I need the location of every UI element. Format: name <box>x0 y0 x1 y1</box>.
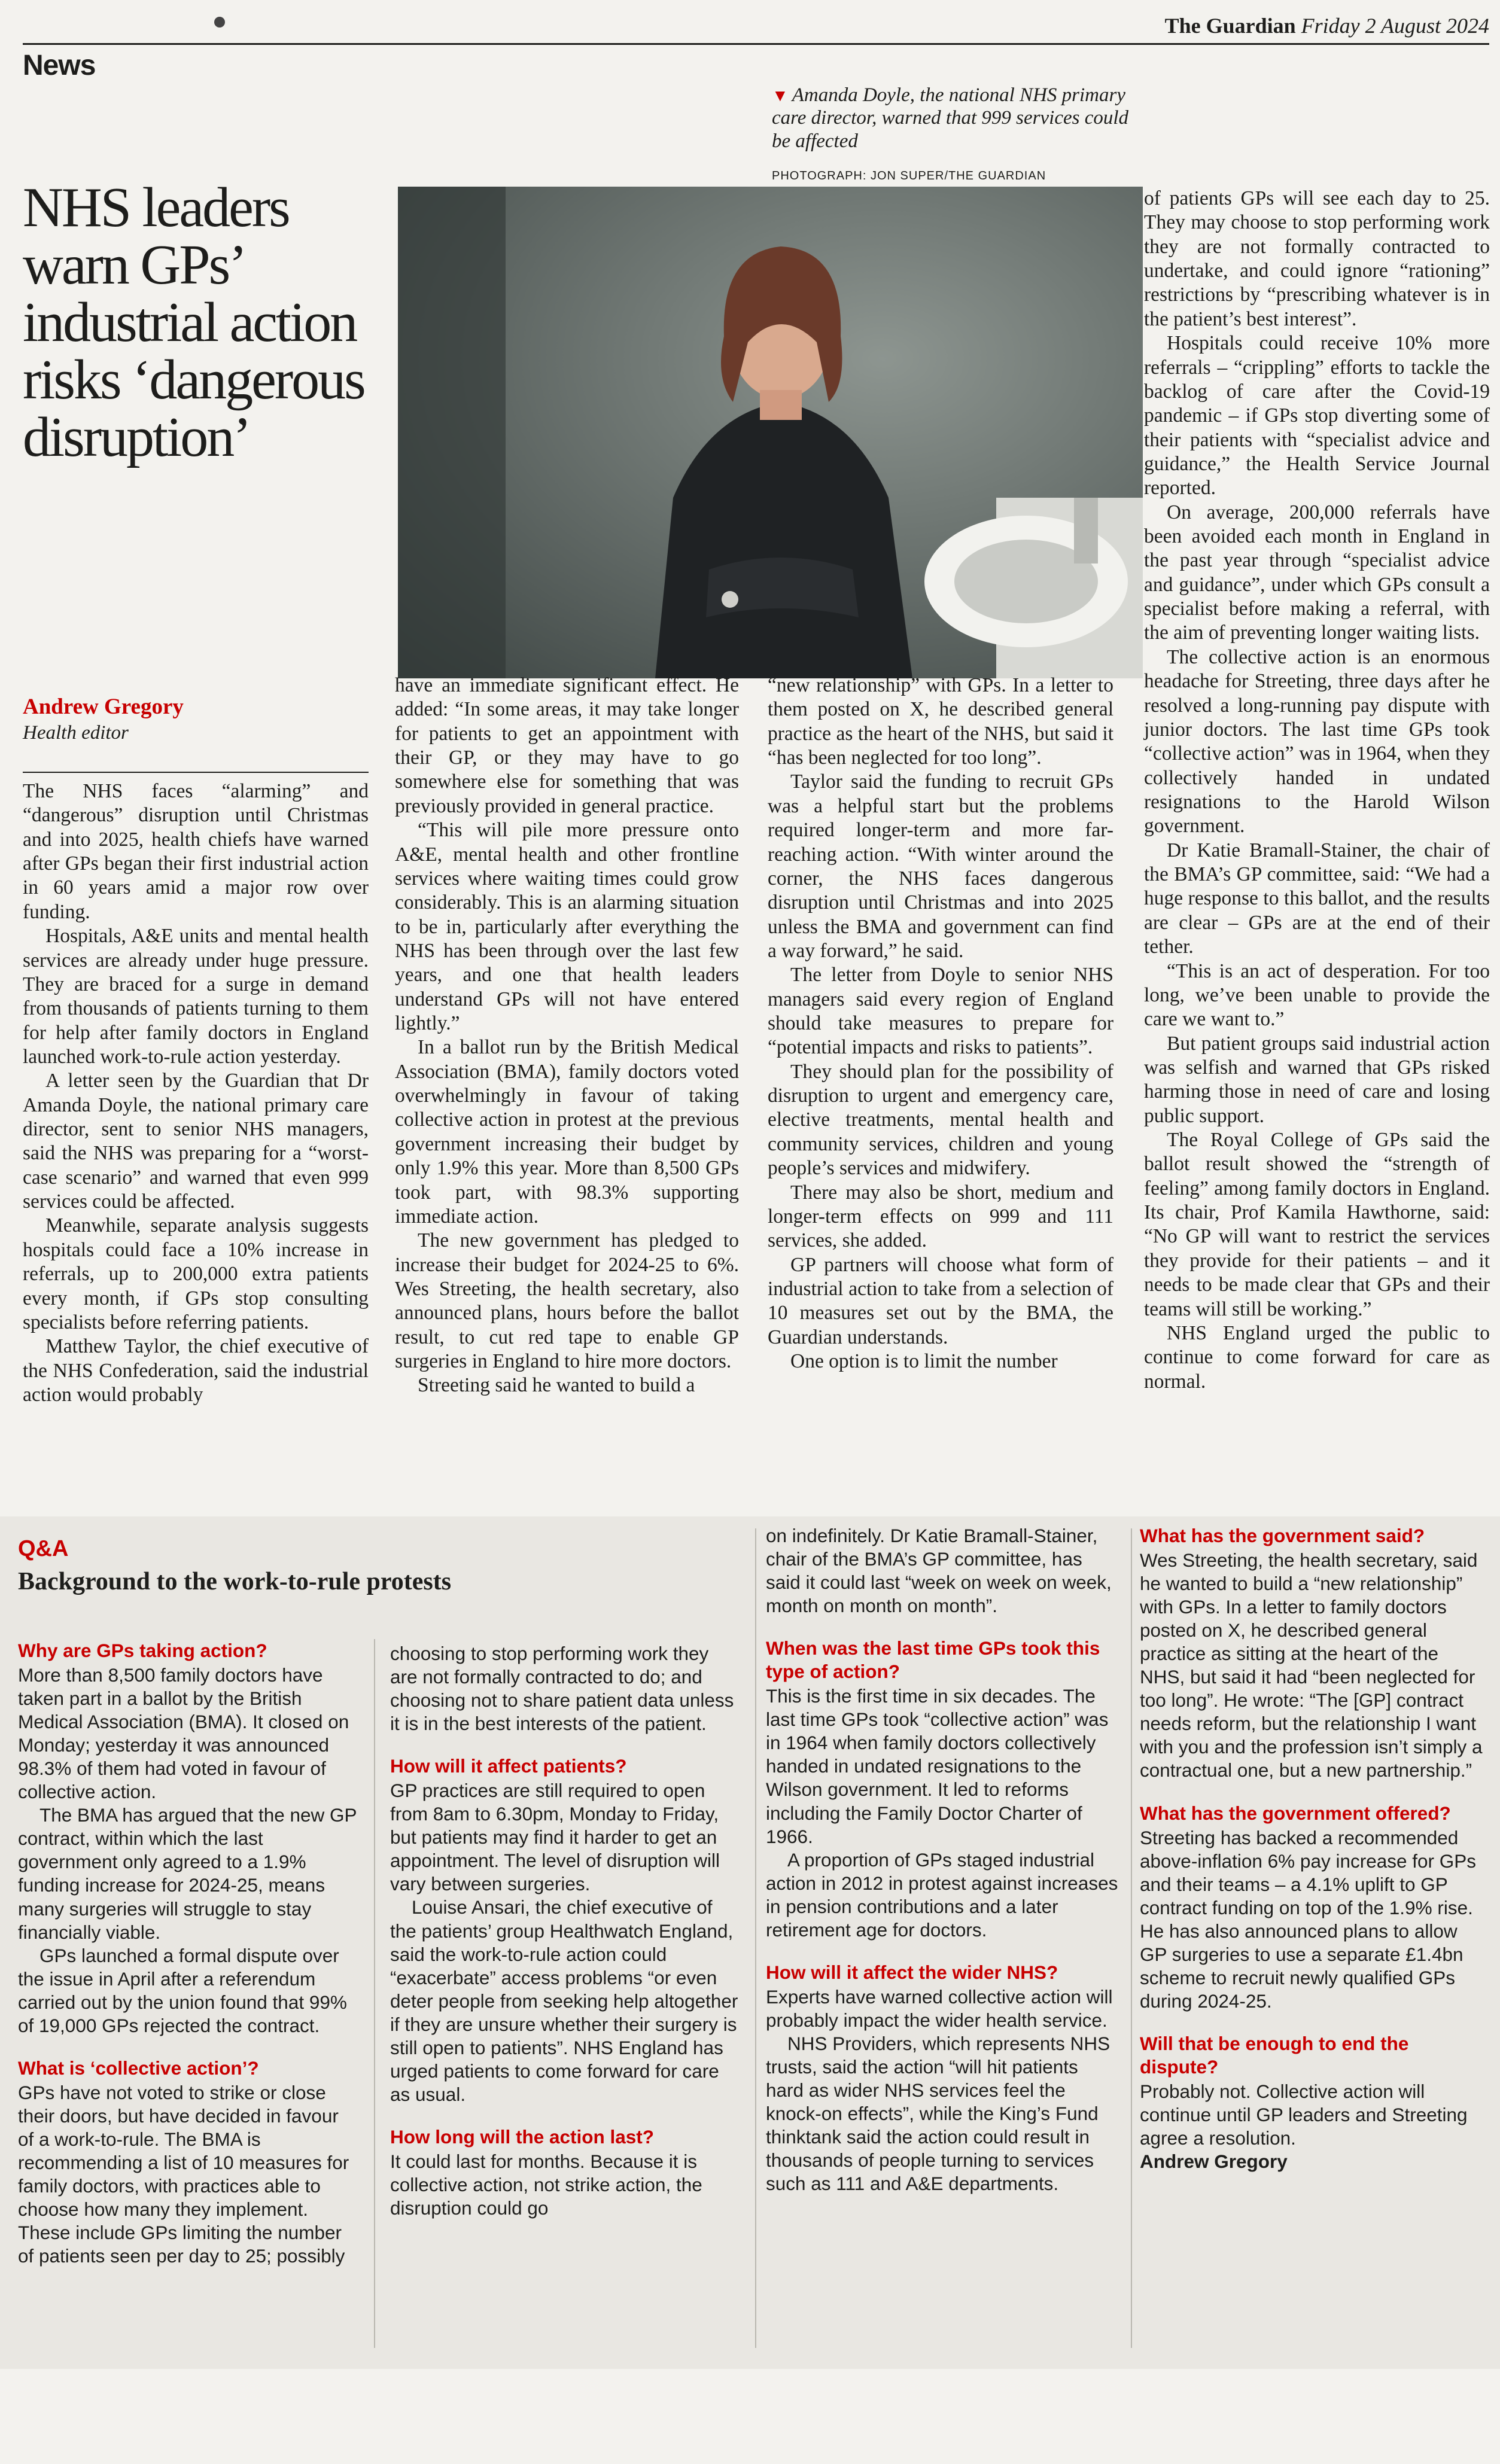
paragraph: On average, 200,000 referrals have been avoided each month in England in the past year through “specialist advice and guidance”, under which GPs consult a specialist before making a referral, with the aim of preventing longer waiting lists. <box>1144 501 1490 644</box>
caption-text: Amanda Doyle, the national NHS primary care director, warned that 999 services could be affected <box>772 84 1129 152</box>
qa-column-4 <box>1140 1524 1487 2173</box>
qa-title: Background to the work-to-rule protests <box>18 1568 452 1595</box>
qa-question: What has the government offered? <box>1140 1802 1451 1824</box>
qa-divider <box>1131 1528 1132 2348</box>
qa-answer: It could last for months. Because it is collective action, not strike action, the disruption could go <box>390 2150 702 2219</box>
paragraph: There may also be short, medium and longer-term effects on 999 and 111 services, she added. <box>768 1181 1113 1252</box>
qa-question: Will that be enough to end the dispute? <box>1140 2032 1409 2078</box>
qa-question: How will it affect the wider NHS? <box>766 1961 1058 1983</box>
paragraph: They should plan for the possibility of disruption to urgent and emergency care, elective treatments, mental health and community services, children and young people’s services and midwifery. <box>768 1060 1113 1180</box>
qa-answer: GP practices are still required to open from 8am to 6.30pm, Monday to Friday, but patients may find it harder to get an appointment. The level of disruption will vary between surgeries. <box>390 1780 720 1895</box>
paragraph: One option is to limit the number <box>790 1350 1058 1373</box>
paragraph: A letter seen by the Guardian that Dr Amanda Doyle, the national primary care director, sent to senior NHS managers, said the NHS was preparing for a “worst-case scenario” and warned that even 999 services could be affected. <box>23 1070 369 1213</box>
photo-credit: PHOTOGRAPH: JON SUPER/THE GUARDIAN <box>772 169 1046 182</box>
paragraph: of patients GPs will see each day to 25. They may choose to stop performing work they are not formally contracted to undertake, and could ignore “rationing” restrictions by “prescribing whatever is in the patient’s best interest”. <box>1144 187 1490 330</box>
paragraph: Streeting said he wanted to build a <box>418 1374 695 1397</box>
qa-answer: choosing to stop performing work they are not formally contracted to do; and choosing not to share patient data unless it is in the best interests of the patient. <box>390 1643 734 1735</box>
qa-question: How will it affect patients? <box>390 1755 627 1777</box>
qa-answer: Streeting has backed a recommended above-inflation 6% pay increase for GPs and their teams – a 4.1% uplift to GP contract funding on top of the 1.9% rise. He has also announced plans to allow GP surgeries to use a separate £1.4bn scheme to recruit newly qualified GPs during 2024-25. <box>1140 1826 1477 2012</box>
paragraph: The Royal College of GPs said the ballot result showed the “strength of feeling” among family doctors in England. Its chair, Prof Kamila Hawthorne, said: “No GP will want to restrict the services they provide for their patients – and it needs to be made clear that GPs and their teams will still be working.” <box>1144 1129 1490 1320</box>
qa-answer: More than 8,500 family doctors have taken part in a ballot by the British Medical Association (BMA). It closed on Monday; yesterday it was announced 98.3% of them had voted in favour of collective action. <box>18 1664 349 1803</box>
top-rule <box>23 43 1489 45</box>
qa-answer: A proportion of GPs staged industrial action in 2012 in protest against increases in pension contributions and a later retirement age for doctors. <box>766 1848 1118 1941</box>
qa-answer: on indefinitely. Dr Katie Bramall-Stainer, chair of the BMA’s GP committee, has said it could last “week on week on week, month on month on month”. <box>766 1525 1112 1617</box>
qa-column-3 <box>766 1524 1119 2195</box>
paragraph: The new government has pledged to increase their budget for 2024-25 to 6%. Wes Streeting, the health secretary, also announced plans, hours before the ballot result, to cut red tape to enable GP surgeries in England to hire more doctors. <box>395 1229 739 1373</box>
qa-answer: GPs have not voted to strike or close their doors, but have decided in favour of a work-to-rule. The BMA is recommending a list of 10 measures for family doctors, with practices able to choose how many they implement. These include GPs limiting the number of patients seen per day to 25; possibly <box>18 2081 349 2267</box>
byline <box>23 694 382 744</box>
section-label: News <box>23 50 96 81</box>
qa-question: When was the last time GPs took this type of action? <box>766 1637 1100 1683</box>
qa-question: Why are GPs taking action? <box>18 1640 267 1661</box>
paragraph: “This is an act of desperation. For too long, we’ve been unable to provide the care we want to.” <box>1144 960 1490 1031</box>
qa-answer: Louise Ansari, the chief executive of the patients’ group Healthwatch England, said the work-to-rule action could “exacerbate” access problems “or even deter people from seeking help altogether if they are unsure whether their surgery is still open to patients”. NHS England has urged patients to come forward for care as usual. <box>390 1896 738 2105</box>
headline: NHS leaders warn GPs’ industrial action risks ‘dangerous disruption’ <box>23 176 364 468</box>
qa-answer: This is the first time in six decades. The last time GPs took “collective action” was in 1964 when family doctors collectively handed in undated resignations to the Wilson government. It led to reforms including the Family Doctor Charter of 1966. <box>766 1685 1109 1847</box>
qa-column-2 <box>390 1642 740 2220</box>
issue-date: Friday 2 August 2024 <box>1301 14 1489 38</box>
article-column-3 <box>768 674 1113 1373</box>
paragraph: Hospitals could receive 10% more referrals – “crippling” efforts to tackle the backlog of care after the Covid-19 pandemic – if GPs stop diverting some of their patients with “specialist advice and guidance,” the Health Service Journal reported. <box>1144 332 1490 499</box>
paragraph: Meanwhile, separate analysis suggests hospitals could face a 10% increase in referrals, up to 200,000 extra patients every month, if GPs stop consulting specialists before referring patients. <box>23 1214 369 1333</box>
article-column-2 <box>395 674 739 1398</box>
paragraph: Dr Katie Bramall-Stainer, the chair of the BMA’s GP committee, said: “We had a huge response to this ballot, and the results are clear – GPs are at the end of their tether. <box>1144 839 1490 958</box>
qa-answer: Wes Streeting, the health secretary, said he wanted to build a “new relationship” with GPs. In a letter to family doctors posted on X, he described general practice as sitting at the heart of the NHS, but said it had “been neglected for too long”. He wrote: “The [GP] contract needs reform, but the relationship I want with you and the profession isn’t simply a contractual one, but a new partnership.” <box>1140 1549 1483 1781</box>
paragraph: The letter from Doyle to senior NHS managers said every region of England should take measures to prepare for “potential impacts and risks to patients”. <box>768 964 1113 1059</box>
qa-column-1 <box>18 1639 359 2268</box>
article-column-1 <box>23 779 369 1407</box>
paper-name: The Guardian <box>1164 14 1296 38</box>
paragraph: NHS England urged the public to continue to come forward for care as normal. <box>1144 1321 1490 1393</box>
author-name: Andrew Gregory <box>23 695 184 719</box>
qa-question: What is ‘collective action’? <box>18 2057 259 2079</box>
paragraph: Hospitals, A&E units and mental health services are already under huge pressure. They are braced for a surge in demand from thousands of patients turning to them for help after family doctors in England launched work-to-rule action yesterday. <box>23 925 369 1068</box>
qa-answer: The BMA has argued that the new GP contract, within which the last government only agreed to a 1.9% funding increase for 2024-25, means many surgeries will struggle to stay financially viable. <box>18 1804 357 1943</box>
qa-divider <box>374 1639 375 2348</box>
article-column-4 <box>1144 187 1490 1394</box>
qa-divider <box>755 1528 756 2348</box>
caption-triangle-icon: ▼ <box>772 87 789 105</box>
paragraph: have an immediate significant effect. He added: “In some areas, it may take longer for patients to get an appointment with their GP, or they may have to go somewhere else for something that was previously provided in general practice. <box>395 674 739 817</box>
paragraph: “new relationship” with GPs. In a letter to them posted on X, he described general practice as the heart of the NHS, but said it “has been neglected for too long”. <box>768 674 1113 769</box>
paragraph: “This will pile more pressure onto A&E, mental health and other frontline services where waiting times could grow considerably. This is an alarming situation to be in, particularly after everything the NHS has been through over the last few years, and one that health leaders understand GPs will not have entered lightly.” <box>395 819 739 1035</box>
paragraph: The collective action is an enormous headache for Streeting, three days after he resolved a long-running pay dispute with junior doctors. The last time GPs took “collective action” was in 1964, when they collectively handed in undated resignations to the Harold Wilson government. <box>1144 645 1490 837</box>
paragraph: But patient groups said industrial action was selfish and warned that GPs risked harming those in need of care and losing public support. <box>1144 1032 1490 1127</box>
byline-rule <box>23 772 369 773</box>
qa-question: What has the government said? <box>1140 1525 1425 1546</box>
punch-hole-dot <box>214 17 225 28</box>
qa-answer: NHS Providers, which represents NHS trusts, said the action “will hit patients hard as wider NHS services feel the knock-on effects”, while the King’s Fund thinktank said the action could result in thousands of people turning to services such as 111 and A&E departments. <box>766 2032 1110 2195</box>
qa-answer: Probably not. Collective action will continue until GP leaders and Streeting agree a resolution. <box>1140 2081 1468 2149</box>
qa-signoff: Andrew Gregory <box>1140 2151 1288 2173</box>
masthead <box>1165 13 1489 38</box>
paragraph: GP partners will choose what form of industrial action to take from a selection of 10 measures set out by the BMA, the Guardian understands. <box>768 1253 1113 1348</box>
author-role: Health editor <box>23 722 129 744</box>
photo-illustration <box>398 187 1143 678</box>
qa-label: Q&A <box>18 1536 69 1561</box>
qa-answer: Experts have warned collective action will probably impact the wider health service. <box>766 1985 1113 2031</box>
paragraph: The NHS faces “alarming” and “dangerous” disruption until Christmas and into 2025, health chiefs have warned after GPs began their first industrial action in 60 years amid a major row over funding. <box>23 780 369 923</box>
paragraph: Taylor said the funding to recruit GPs was a helpful start but the problems required longer-term and more far-reaching action. “With winter around the corner, the NHS faces dangerous disruption until Christmas and into 2025 unless the BMA and government can find a way forward,” he said. <box>768 770 1113 962</box>
photo-caption <box>772 84 1131 153</box>
article-photo <box>398 187 1143 678</box>
qa-answer: GPs launched a formal dispute over the issue in April after a referendum carried out by the union found that 99% of 19,000 GPs rejected the contract. <box>18 1944 347 2036</box>
qa-question: How long will the action last? <box>390 2125 655 2148</box>
paragraph: Matthew Taylor, the chief executive of the NHS Confederation, said the industrial action would probably <box>23 1335 369 1406</box>
paragraph: In a ballot run by the British Medical Association (BMA), family doctors voted overwhelmingly in favour of taking collective action in protest at the previous government increasing their budget by only 1.9% this year. More than 8,500 GPs took part, with 98.3% supporting immediate action. <box>395 1036 739 1228</box>
